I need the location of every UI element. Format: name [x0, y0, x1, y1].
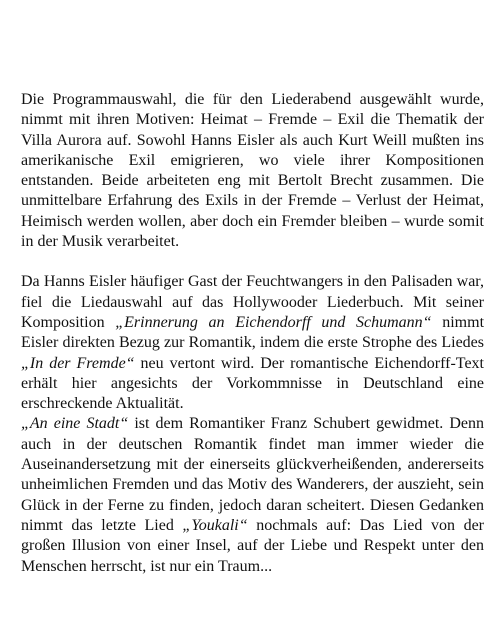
paragraph-an-eine-stadt	[21, 414, 484, 576]
text-run: neu vertont wird. Der romantische Eichendorff-Text erhält hier angesichts der Vorkommnisse in Deutschland eine erschreckende Aktualität.	[21, 354, 485, 413]
text-run: Da Hanns Eisler häufiger Gast der Feuchtwangers in den Palisaden war, fiel die Liedauswahl auf das Hollywooder Liederbuch. Mit seiner Komposition	[21, 273, 484, 331]
paragraph-hollywooder-liederbuch	[21, 272, 484, 414]
text-run: ist dem Romantiker Franz Schubert gewidmet. Denn auch in der deutschen Romantik findet man immer wieder die Auseinandersetzung mit der einerseits glückverheißenden, andererseits unheimlichen Fremden und das Motiv des Wanderers, der auszieht, sein Glück in der Ferne zu finden, jedoch daran scheitert. Diesen Gedanken nimmt das letzte Lied	[21, 415, 484, 534]
document-page	[21, 90, 484, 577]
paragraph-programmauswahl: Die Programmauswahl, die für den Liederabend ausgewählt wurde, nimmt mit ihren Motiven: Heimat – Fremde – Exil die Thematik der Villa Aurora auf. Sowohl Hanns Eisler als auch Kurt Weill mußten ins amerikanische Exil emigrieren, wo viele ihrer Kompositionen entstanden. Beide arbeiteten eng mit Bertolt Brecht zusammen. Die unmittelbare Erfahrung des Exils in der Fremde – Verlust der Heimat, Heimisch werden wollen, aber doch ein Fremder bleiben – wurde somit in der Musik verarbeitet.	[21, 91, 484, 251]
song-title-in-der-fremde: „In der Fremde“	[21, 354, 135, 372]
song-title-an-eine-stadt: „An eine Stadt“	[21, 415, 129, 433]
song-title-youkali: „Youkali“	[182, 516, 248, 534]
text-run: nochmals auf: Das Lied von der großen Illusion von einer Insel, auf der Liebe und Respekt unter den Menschen herrscht, ist nur ein Traum...	[21, 516, 484, 575]
song-title-erinnerung: „Erinnerung an Eichendorff und Schumann“	[115, 313, 432, 331]
text-run: nimmt Eisler direkten Bezug zur Romantik, indem die erste Strophe des Liedes	[21, 313, 485, 352]
